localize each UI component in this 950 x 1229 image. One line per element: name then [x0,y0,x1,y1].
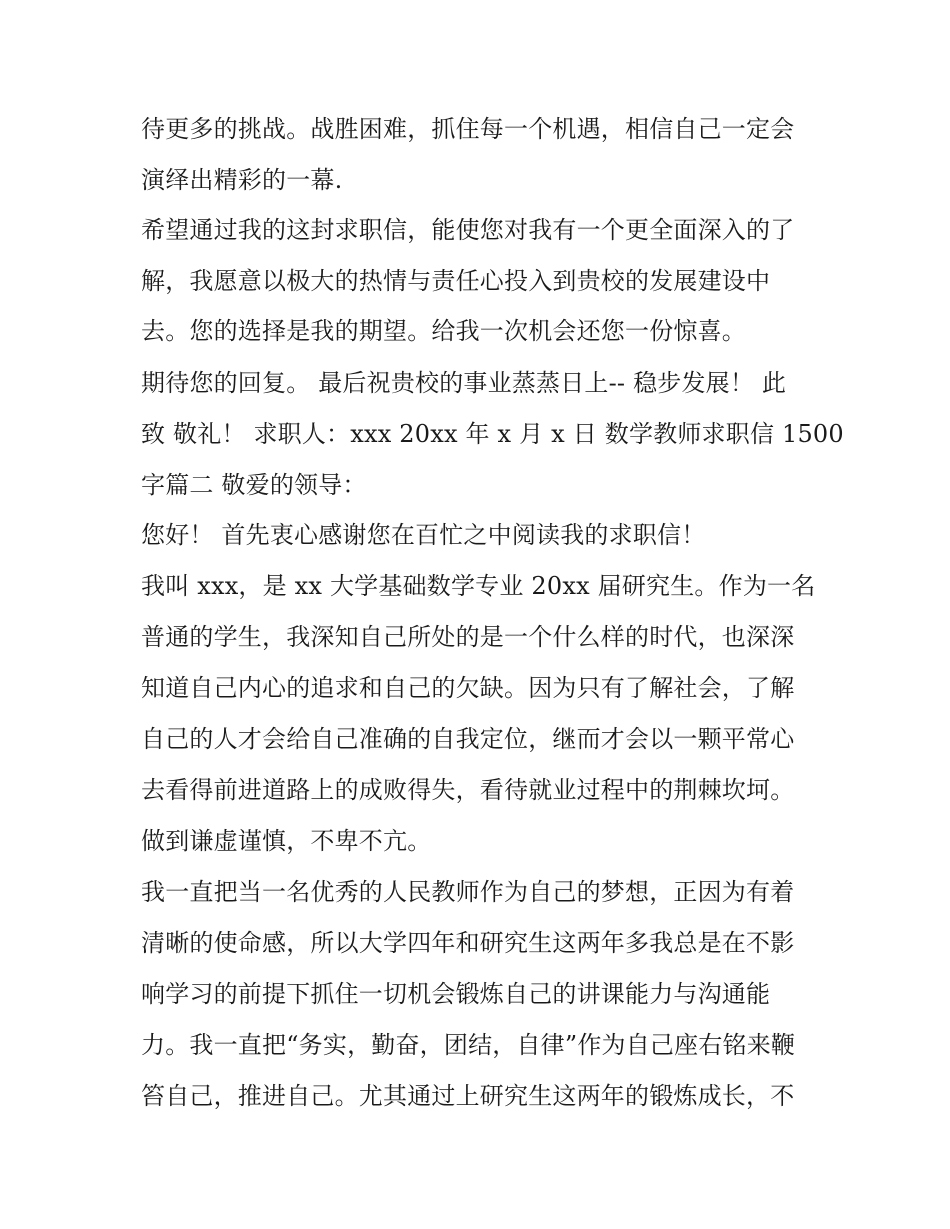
text-line: 我一直把当一名优秀的人民教师作为自己的梦想，正因为有着 [141,878,795,906]
text-line: 演绎出精彩的一幕. [141,166,343,194]
text-line: 待更多的挑战。战胜困难，抓住每一个机遇，相信自己一定会 [141,115,795,143]
text-line: 解，我愿意以极大的热情与责任心投入到贵校的发展建设中 [141,267,771,295]
text-line: 希望通过我的这封求职信，能使您对我有一个更全面深入的了 [141,216,795,244]
text-line: 去。您的选择是我的期望。给我一次机会还您一份惊喜。 [141,317,746,345]
text-line: 我叫 xxx，是 xx 大学基础数学专业 20xx 届研究生。作为一名 [141,572,816,600]
text-line: 响学习的前提下抓住一切机会锻炼自己的讲课能力与沟通能 [141,980,771,1008]
text-line: 清晰的使命感，所以大学四年和研究生这两年多我总是在不影 [141,929,795,957]
text-line: 知道自己内心的追求和自己的欠缺。因为只有了解社会，了解 [141,674,795,702]
text-line: 笞自己，推进自己。尤其通过上研究生这两年的锻炼成长，不 [141,1082,795,1110]
text-line: 字篇二 敬爱的领导： [141,471,367,499]
text-line: 致 敬礼！ 求职人：xxx 20xx 年 x 月 x 日 数学教师求职信 1500 [141,420,844,448]
text-line: 自己的人才会给自己准确的自我定位，继而才会以一颗平常心 [141,725,795,753]
text-line: 力。我一直把“务实，勤奋，团结，自律”作为自己座右铭来鞭 [141,1031,796,1059]
text-line: 普通的学生，我深知自己所处的是一个什么样的时代，也深深 [141,623,795,651]
text-line: 去看得前进道路上的成败得失，看待就业过程中的荆棘坎坷。 [141,776,795,804]
text-line: 做到谦虚谨慎，不卑不亢。 [141,827,432,855]
text-line: 期待您的回复。 最后祝贵校的事业蒸蒸日上-- 稳步发展！ 此 [141,369,787,397]
text-line: 您好！ 首先衷心感谢您在百忙之中阅读我的求职信！ [141,521,706,549]
